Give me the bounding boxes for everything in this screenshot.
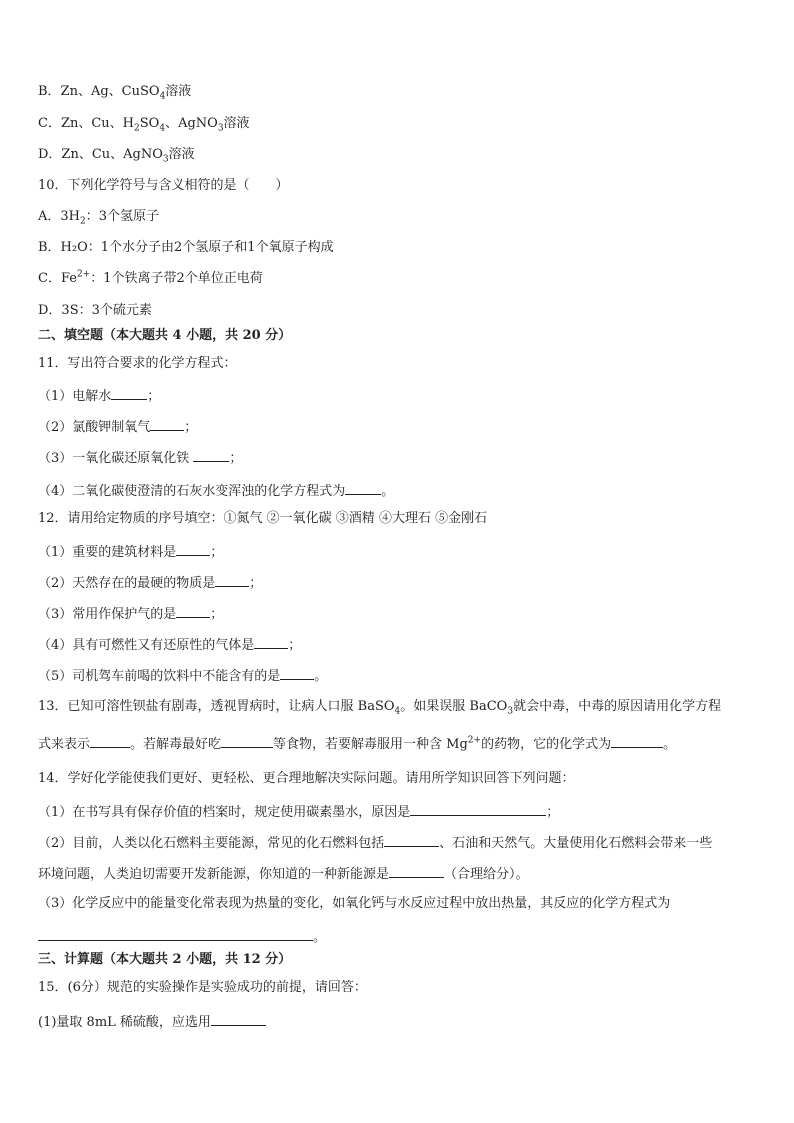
q9-option-b: B．Zn、Ag、CuSO$_4$溶液 xyxy=(38,84,192,102)
q10-stem: 10．下列化学符号与含义相符的是（ ） xyxy=(38,178,289,193)
q14-part-3-answer: 。 xyxy=(38,926,326,947)
answer-blank[interactable] xyxy=(215,572,249,587)
answer-blank[interactable] xyxy=(410,801,546,816)
answer-blank[interactable] xyxy=(176,603,210,618)
q10-option-a: A．$3H_2$：3个氢原子 xyxy=(38,209,160,227)
answer-blank[interactable] xyxy=(90,733,130,748)
q12-part-4: （4）具有可燃性又有还原性的气体是 ； xyxy=(38,634,301,655)
answer-blank[interactable] xyxy=(254,634,288,649)
section-2-title: 二、填空题（本大题共 4 小题，共 20 分） xyxy=(38,328,292,343)
q11-part-1: （1）电解水 ； xyxy=(38,385,160,406)
q10-option-d: D．3S：3个硫元素 xyxy=(38,303,152,318)
q15-stem: 15．(6分）规范的实验操作是实验成功的前提，请回答： xyxy=(38,980,367,995)
answer-blank[interactable] xyxy=(150,416,184,431)
q12-part-1: （1）重要的建筑材料是 ； xyxy=(38,541,223,562)
q9-option-c: C．Zn、Cu、$H_2SO_4$、AgNO$_3$溶液 xyxy=(38,116,250,134)
answer-blank[interactable] xyxy=(280,665,314,680)
answer-blank[interactable] xyxy=(611,733,663,748)
answer-blank[interactable] xyxy=(193,447,229,462)
answer-blank[interactable] xyxy=(176,541,210,556)
answer-blank[interactable] xyxy=(384,832,439,847)
answer-blank[interactable] xyxy=(221,733,273,748)
q14-part-2-cont: 环境问题，人类迫切需要开发新能源，你知道的一种新能源是 （合理给分）。 xyxy=(38,863,529,884)
answer-blank[interactable] xyxy=(389,863,444,878)
q12-stem: 12．请用给定物质的序号填空：①氮气 ②一氧化碳 ③酒精 ④大理石 ⑤金刚石 xyxy=(38,511,488,526)
q11-part-3: （3）一氧化碳还原氧化铁 ； xyxy=(38,447,242,468)
q13-line-2: 式来表示 。若解毒最好吃 等食物，若要解毒服用一种含 $Mg^{2+}$的药物，它的化学式为 。 xyxy=(38,733,676,754)
q14-part-2: （2）目前，人类以化石燃料主要能源，常见的化石燃料包括 、石油和天然气。大量使用化石燃料会带来一些 xyxy=(38,832,712,853)
answer-blank[interactable] xyxy=(111,385,147,400)
answer-blank[interactable] xyxy=(38,926,313,941)
q12-part-3: （3）常用作保护气的是 ； xyxy=(38,603,223,624)
answer-blank[interactable] xyxy=(211,1011,266,1026)
q13-line-1: 13．已知可溶性钡盐有剧毒，透视胃病时，让病人口服 BaSO$_4$。如果误服 BaCO$_3$就会中毒，中毒的原因请用化学方程 xyxy=(38,699,722,717)
q12-part-2: （2）天然存在的最硬的物质是 ； xyxy=(38,572,262,593)
q14-part-3: （3）化学反应中的能量变化常表现为热量的变化，如氧化钙与水反应过程中放出热量，其反应的化学方程式为 xyxy=(38,896,671,911)
q12-part-5: （5）司机驾车前喝的饮料中不能含有的是 。 xyxy=(38,665,327,686)
q11-part-4: （4）二氧化碳使澄清的石灰水变浑浊的化学方程式为 。 xyxy=(38,480,394,501)
q10-option-c: C．$Fe^{2+}$：1个铁离子带2个单位正电荷 xyxy=(38,269,263,286)
q10-option-b: B．H₂O：1个水分子由2个氢原子和1个氧原子构成 xyxy=(38,240,334,255)
q14-part-1: （1）在书写具有保存价值的档案时，规定使用碳素墨水，原因是 ； xyxy=(38,801,559,822)
q9-option-d: D．Zn、Cu、AgNO$_3$溶液 xyxy=(38,147,195,165)
q11-part-2: （2）氯酸钾制氧气 ； xyxy=(38,416,197,437)
q14-stem: 14．学好化学能使我们更好、更轻松、更合理地解决实际问题。请用所学知识回答下列问题： xyxy=(38,771,575,786)
q11-stem: 11．写出符合要求的化学方程式： xyxy=(38,356,237,371)
section-3-title: 三、计算题（本大题共 2 小题，共 12 分） xyxy=(38,952,292,967)
answer-blank[interactable] xyxy=(345,480,381,495)
q15-part-1: (1)量取 8mL 稀硫酸，应选用 xyxy=(38,1011,266,1032)
